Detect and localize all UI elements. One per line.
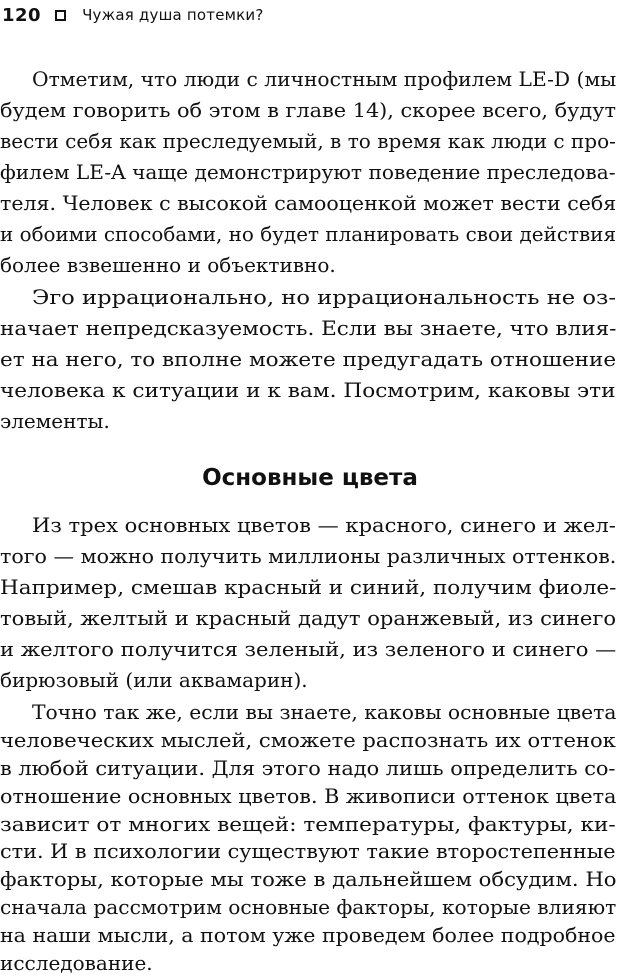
paragraph-2-line: Эго иррационально, но иррациональность не оз- bbox=[32, 285, 617, 309]
paragraph-4-line: на наши мысли, а потом уже проведем более подробное bbox=[0, 923, 616, 948]
paragraph-1-line: более взвешенно и объективно. bbox=[0, 253, 336, 277]
paragraph-1-line: вести себя как преследуемый, в то время как люди с про- bbox=[0, 129, 616, 153]
paragraph-4-line: Точно так же, если вы знаете, каковы основные цвета bbox=[32, 700, 617, 724]
paragraph-4-line: отношение основных цветов. В живописи оттенок цвета bbox=[0, 783, 617, 808]
paragraph-4-line: зависит от многих вещей: температуры, фактуры, ки- bbox=[0, 811, 616, 836]
paragraph-4-line: факторы, которые мы тоже в дальнейшем обсудим. Но bbox=[0, 867, 617, 892]
paragraph-3-line: бирюзовый (или аквамарин). bbox=[0, 668, 308, 692]
running-head bbox=[2, 2, 264, 28]
paragraph-4-line: в любой ситуации. Для этого надо лишь определить со- bbox=[0, 755, 616, 780]
paragraph-3-line: Например, смешав красный и синий, получим фиоле- bbox=[0, 575, 617, 599]
chapter-title: Чужая душа потемки? bbox=[82, 6, 264, 24]
paragraph-2-line: человека к ситуации и к вам. Посмотрим, каковы эти bbox=[0, 378, 616, 402]
paragraph-1-line: Отметим, что люди с личностным профилем LE-D (мы bbox=[32, 67, 617, 91]
page-number: 120 bbox=[2, 4, 42, 26]
paragraph-1-line: будем говорить об этом в главе 14), скорее всего, будут bbox=[0, 98, 616, 122]
paragraph-2-line: ет на него, то вполне можете предугадать отношение bbox=[0, 347, 617, 371]
paragraph-3-line: товый, желтый и красный дадут оранжевый, из синего bbox=[0, 606, 617, 630]
paragraph-4-line: человеческих мыслей, сможете распознать их оттенок bbox=[0, 727, 616, 752]
paragraph-3-line: Из трех основных цветов — красного, синего и жел- bbox=[32, 513, 616, 537]
square-outline-icon bbox=[55, 10, 66, 21]
paragraph-2-line: начает непредсказуемость. Если вы знаете, что влия- bbox=[0, 316, 617, 340]
paragraph-1-line: теля. Человек с высокой самооценкой может вести себя bbox=[0, 191, 617, 215]
paragraph-3-line: и желтого получится зеленый, из зеленого и синего — bbox=[0, 637, 617, 661]
paragraph-3-line: того — можно получить миллионы различных оттенков. bbox=[0, 544, 617, 568]
paragraph-4-line: сначала рассмотрим основные факторы, которые влияют bbox=[0, 895, 617, 920]
paragraph-1-line: филем LE-A чаще демонстрируют поведение преследова- bbox=[0, 160, 616, 184]
section-heading: Основные цвета bbox=[202, 465, 418, 491]
paragraph-4-line: сти. И в психологии существуют такие второстепенные bbox=[0, 839, 616, 864]
paragraph-1-line: и обоими способами, но будет планировать свои действия bbox=[0, 222, 617, 246]
paragraph-4-line: исследование. bbox=[0, 951, 153, 975]
paragraph-2-line: элементы. bbox=[0, 409, 110, 433]
